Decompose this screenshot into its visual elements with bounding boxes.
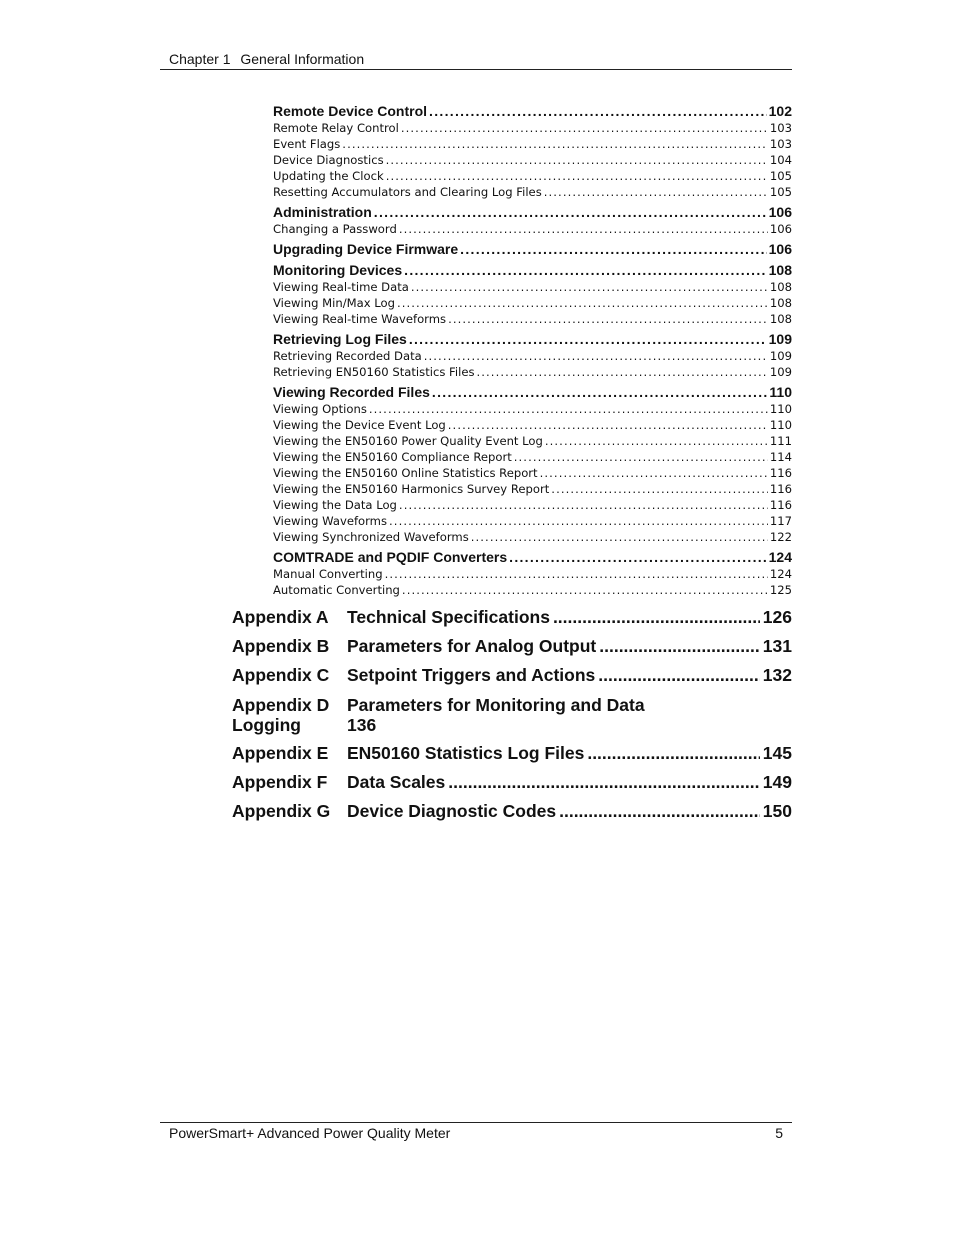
toc-subsection-entry[interactable] xyxy=(273,221,792,237)
appendix-page: 126 xyxy=(762,607,792,627)
appendix-entry[interactable] xyxy=(232,768,792,797)
dot-leader xyxy=(402,582,768,598)
toc-entry-page: 111 xyxy=(769,434,792,448)
dot-leader xyxy=(448,311,768,327)
appendix-title: EN50160 Statistics Log Files xyxy=(347,743,585,763)
dot-leader xyxy=(389,513,768,529)
dot-leader xyxy=(471,529,768,545)
footer-product-name: PowerSmart+ Advanced Power Quality Meter xyxy=(169,1125,451,1141)
toc-entry-label: Viewing Real-time Data xyxy=(273,280,409,294)
toc-entry-label: COMTRADE and PQDIF Converters xyxy=(273,549,508,565)
appendix-tag: Appendix G xyxy=(232,801,331,821)
toc-subsection-entry[interactable] xyxy=(273,465,792,481)
chapter-title: General Information xyxy=(240,51,365,67)
toc-entry-page: 108 xyxy=(768,262,792,278)
dot-leader xyxy=(553,603,760,632)
toc-entry-label: Administration xyxy=(273,204,372,220)
toc-subsection-entry[interactable] xyxy=(273,168,792,184)
dot-leader xyxy=(559,797,760,826)
page-footer xyxy=(160,1122,792,1142)
toc-entry-page: 106 xyxy=(768,241,792,257)
dot-leader xyxy=(385,566,768,582)
toc-subsection-entry[interactable] xyxy=(273,566,792,582)
appendix-title: Parameters for Analog Output xyxy=(347,636,597,656)
toc-subsection-entry[interactable] xyxy=(273,184,792,200)
toc-entry-page: 116 xyxy=(769,466,792,480)
appendix-title: Data Scales xyxy=(347,772,446,792)
appendix-entry[interactable] xyxy=(232,603,792,632)
toc-entry-label: Resetting Accumulators and Clearing Log Files xyxy=(273,185,542,199)
dot-leader xyxy=(386,152,768,168)
toc-entry-page: 106 xyxy=(768,204,792,220)
appendix-page: 132 xyxy=(762,665,792,685)
toc-subsection-entry[interactable] xyxy=(273,311,792,327)
toc-entry-page: 108 xyxy=(769,296,792,310)
toc-entry-label: Viewing Synchronized Waveforms xyxy=(273,530,469,544)
dot-leader xyxy=(401,120,768,136)
dot-leader xyxy=(404,262,767,279)
toc-entry-page: 110 xyxy=(769,418,792,432)
dot-leader xyxy=(460,241,766,258)
appendix-page: 145 xyxy=(762,743,792,763)
appendix-page: 149 xyxy=(762,772,792,792)
toc-section-entry[interactable] xyxy=(273,103,792,120)
toc-subsection-entry[interactable] xyxy=(273,433,792,449)
toc-subsection-entry[interactable] xyxy=(273,497,792,513)
dot-leader xyxy=(409,331,767,348)
toc-entry-page: 109 xyxy=(768,331,792,347)
toc-subsection-entry[interactable] xyxy=(273,136,792,152)
toc-entry-label: Viewing the EN50160 Compliance Report xyxy=(273,450,512,464)
toc-entry-page: 110 xyxy=(769,384,792,400)
dot-leader xyxy=(399,497,768,513)
toc-entry-page: 105 xyxy=(769,169,792,183)
toc-entry-label: Viewing Recorded Files xyxy=(273,384,430,400)
toc-entry-label: Upgrading Device Firmware xyxy=(273,241,459,257)
dot-leader xyxy=(599,632,760,661)
appendix-entry[interactable] xyxy=(232,739,792,768)
toc-entry-page: 108 xyxy=(769,280,792,294)
dot-leader xyxy=(477,364,768,380)
toc-section-entry[interactable] xyxy=(273,331,792,348)
toc-entry-label: Changing a Password xyxy=(273,222,397,236)
dot-leader xyxy=(509,549,767,566)
dot-leader xyxy=(397,295,768,311)
appendix-page: 136 xyxy=(347,715,377,735)
dot-leader xyxy=(342,136,768,152)
dot-leader xyxy=(540,465,768,481)
table-of-contents xyxy=(273,103,792,598)
appendix-entry[interactable] xyxy=(232,695,792,735)
page-header xyxy=(160,50,792,70)
appendix-entry[interactable] xyxy=(232,632,792,661)
dot-leader xyxy=(386,168,768,184)
appendix-entry[interactable] xyxy=(232,661,792,690)
toc-entry-label: Viewing the Device Event Log xyxy=(273,418,446,432)
dot-leader xyxy=(448,417,768,433)
dot-leader xyxy=(374,204,767,221)
toc-entry-page: 110 xyxy=(769,402,792,416)
toc-entry-page: 103 xyxy=(769,121,792,135)
toc-subsection-entry[interactable] xyxy=(273,348,792,364)
toc-entry-label: Monitoring Devices xyxy=(273,262,403,278)
toc-section-entry[interactable] xyxy=(273,262,792,279)
toc-entry-label: Updating the Clock xyxy=(273,169,384,183)
toc-entry-page: 124 xyxy=(769,567,792,581)
dot-leader xyxy=(551,481,768,497)
toc-entry-label: Viewing Real-time Waveforms xyxy=(273,312,447,326)
toc-entry-label: Viewing the EN50160 Harmonics Survey Report xyxy=(273,482,550,496)
dot-leader xyxy=(514,449,768,465)
toc-section-entry[interactable] xyxy=(273,204,792,221)
toc-entry-page: 104 xyxy=(769,153,792,167)
toc-entry-page: 106 xyxy=(769,222,792,236)
toc-subsection-entry[interactable] xyxy=(273,417,792,433)
footer-page-number: 5 xyxy=(775,1125,783,1141)
dot-leader xyxy=(587,739,759,768)
toc-entry-page: 114 xyxy=(769,450,792,464)
dot-leader xyxy=(544,184,768,200)
appendix-page: 131 xyxy=(762,636,792,656)
toc-entry-label: Remote Relay Control xyxy=(273,121,399,135)
appendix-tag: Appendix B xyxy=(232,636,330,656)
appendix-title: Setpoint Triggers and Actions xyxy=(347,665,596,685)
toc-entry-label: Viewing Min/Max Log xyxy=(273,296,395,310)
toc-entry-label: Retrieving Recorded Data xyxy=(273,349,422,363)
toc-entry-label: Event Flags xyxy=(273,137,341,151)
toc-entry-label: Viewing the EN50160 Power Quality Event Log xyxy=(273,434,543,448)
toc-entry-page: 109 xyxy=(769,349,792,363)
toc-entry-page: 125 xyxy=(769,583,792,597)
appendix-page: 150 xyxy=(762,801,792,821)
toc-entry-label: Viewing the EN50160 Online Statistics Report xyxy=(273,466,538,480)
appendix-title: Technical Specifications xyxy=(347,607,550,627)
toc-entry-page: 124 xyxy=(768,549,792,565)
dot-leader xyxy=(545,433,768,449)
toc-entry-page: 105 xyxy=(769,185,792,199)
appendix-tag: Appendix A xyxy=(232,607,329,627)
toc-subsection-entry[interactable] xyxy=(273,481,792,497)
appendix-title: Device Diagnostic Codes xyxy=(347,801,557,821)
toc-subsection-entry[interactable] xyxy=(273,279,792,295)
toc-subsection-entry[interactable] xyxy=(273,364,792,380)
toc-entry-label: Device Diagnostics xyxy=(273,153,384,167)
appendix-list xyxy=(232,603,792,826)
chapter-number: Chapter 1 xyxy=(169,51,231,67)
appendix-title: Parameters for Monitoring and Data xyxy=(347,695,645,715)
appendix-tag-continuation: Logging xyxy=(232,715,302,735)
dot-leader xyxy=(598,661,760,690)
dot-leader xyxy=(432,384,768,401)
appendix-tag: Appendix F xyxy=(232,772,328,792)
dot-leader xyxy=(429,103,767,120)
dot-leader xyxy=(369,401,768,417)
toc-subsection-entry[interactable] xyxy=(273,529,792,545)
toc-section-entry[interactable] xyxy=(273,241,792,258)
toc-entry-label: Automatic Converting xyxy=(273,583,400,597)
toc-subsection-entry[interactable] xyxy=(273,582,792,598)
toc-entry-label: Viewing the Data Log xyxy=(273,498,397,512)
toc-entry-label: Retrieving Log Files xyxy=(273,331,407,347)
toc-entry-page: 109 xyxy=(769,365,792,379)
toc-subsection-entry[interactable] xyxy=(273,401,792,417)
appendix-tag: Appendix C xyxy=(232,665,330,685)
toc-subsection-entry[interactable] xyxy=(273,152,792,168)
dot-leader xyxy=(411,279,768,295)
toc-section-entry[interactable] xyxy=(273,549,792,566)
toc-entry-page: 116 xyxy=(769,482,792,496)
toc-entry-label: Remote Device Control xyxy=(273,103,428,119)
toc-entry-label: Viewing Options xyxy=(273,402,367,416)
dot-leader xyxy=(448,768,760,797)
toc-entry-label: Manual Converting xyxy=(273,567,383,581)
toc-subsection-entry[interactable] xyxy=(273,513,792,529)
appendix-tag: Appendix E xyxy=(232,743,329,763)
dot-leader xyxy=(424,348,768,364)
appendix-entry[interactable] xyxy=(232,797,792,826)
toc-section-entry[interactable] xyxy=(273,384,792,401)
toc-entry-page: 116 xyxy=(769,498,792,512)
appendix-tag: Appendix D xyxy=(232,695,330,715)
toc-subsection-entry[interactable] xyxy=(273,120,792,136)
toc-entry-page: 108 xyxy=(769,312,792,326)
toc-entry-page: 122 xyxy=(769,530,792,544)
toc-entry-page: 103 xyxy=(769,137,792,151)
toc-subsection-entry[interactable] xyxy=(273,295,792,311)
toc-entry-label: Retrieving EN50160 Statistics Files xyxy=(273,365,475,379)
dot-leader xyxy=(399,221,768,237)
toc-entry-page: 117 xyxy=(769,514,792,528)
toc-entry-page: 102 xyxy=(768,103,792,119)
toc-entry-label: Viewing Waveforms xyxy=(273,514,388,528)
toc-subsection-entry[interactable] xyxy=(273,449,792,465)
